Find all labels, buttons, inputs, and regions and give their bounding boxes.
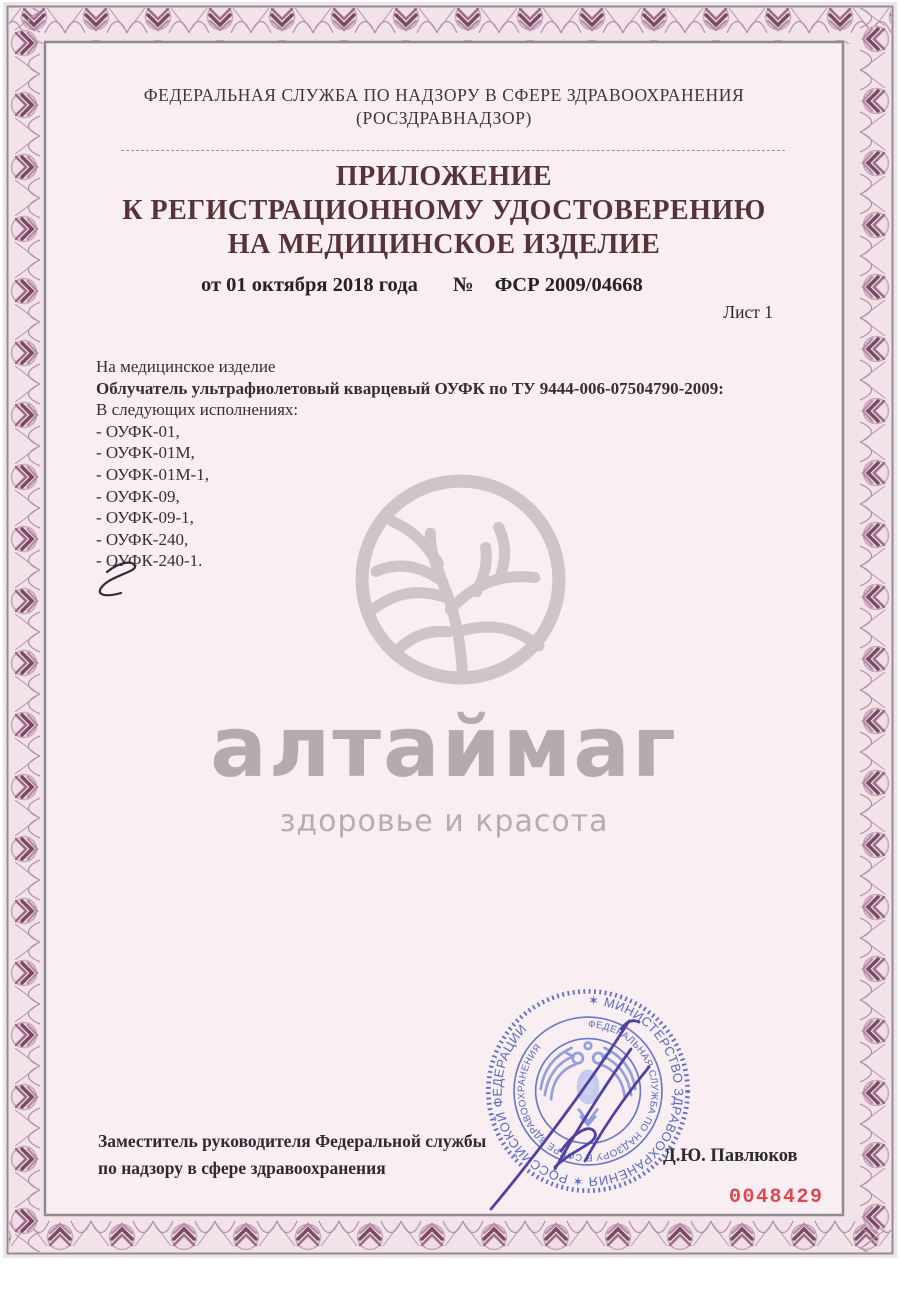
list-item: - ОУФК-240-1. [96, 551, 203, 571]
stamp-outer-text: ✶ МИНИСТЕРСТВО ЗДРАВООХРАНЕНИЯ ✶ РОССИЙСКОЙ ФЕДЕРАЦИИ [489, 992, 687, 1190]
header-divider [121, 150, 785, 151]
registration-number: ФСР 2009/04668 [494, 274, 643, 296]
list-item: - ОУФК-01М-1, [96, 464, 209, 484]
post-line-2: по надзору в сфере здравоохранения [98, 1158, 386, 1178]
content-layer [3, 2, 897, 1258]
versions-label: В следующих исполнениях: [96, 400, 299, 420]
watermark-brand: алтаймаг [210, 698, 678, 796]
handwritten-mark [89, 558, 169, 608]
list-item: - ОУФК-240, [96, 529, 189, 549]
issue-line [201, 274, 643, 297]
title-line-2: К РЕГИСТРАЦИОННОМУ УДОСТОВЕРЕНИЮ [122, 195, 766, 226]
number-sign: № [452, 274, 474, 296]
title-line-1: ПРИЛОЖЕНИЕ [335, 161, 553, 192]
list-item: - ОУФК-01, [96, 421, 180, 441]
authority-short-name: (РОСЗДРАВНАДЗОР) [356, 108, 532, 128]
blank-serial-number: 0048429 [729, 1186, 824, 1209]
post-line-1: Заместитель руководителя Федеральной службы [98, 1131, 487, 1151]
signatory-post [98, 1128, 486, 1182]
signatory-name: Д.Ю. Павлюков [663, 1146, 798, 1166]
list-item: - ОУФК-09, [96, 486, 180, 506]
issue-date: от 01 октября 2018 года [201, 274, 418, 296]
authority-name: ФЕДЕРАЛЬНАЯ СЛУЖБА ПО НАДЗОРУ В СФЕРЕ ЗДРАВООХРАНЕНИЯ [143, 85, 745, 105]
stamp-inner-text: ФЕДЕРАЛЬНАЯ СЛУЖБА ПО НАДЗОРУ В СФЕРЕ ЗДРАВООХРАНЕНИЯ [516, 1019, 660, 1163]
body-intro: На медицинское изделие [96, 357, 276, 376]
device-name-line: Облучатель ультрафиолетовый кварцевый ОУФК по ТУ 9444-006-07504790-2009: [96, 378, 724, 398]
watermark-tagline: здоровье и красота [279, 804, 609, 839]
signature-ink [433, 987, 713, 1222]
sheet-number: Лист 1 [723, 302, 773, 322]
issuing-authority-header [45, 84, 843, 130]
document-title [45, 160, 843, 262]
certificate-sheet [3, 2, 897, 1258]
list-item: - ОУФК-01М, [96, 443, 195, 463]
title-line-3: НА МЕДИЦИНСКОЕ ИЗДЕЛИЕ [227, 229, 661, 260]
list-item: - ОУФК-09-1, [96, 508, 194, 528]
device-description [96, 356, 816, 572]
